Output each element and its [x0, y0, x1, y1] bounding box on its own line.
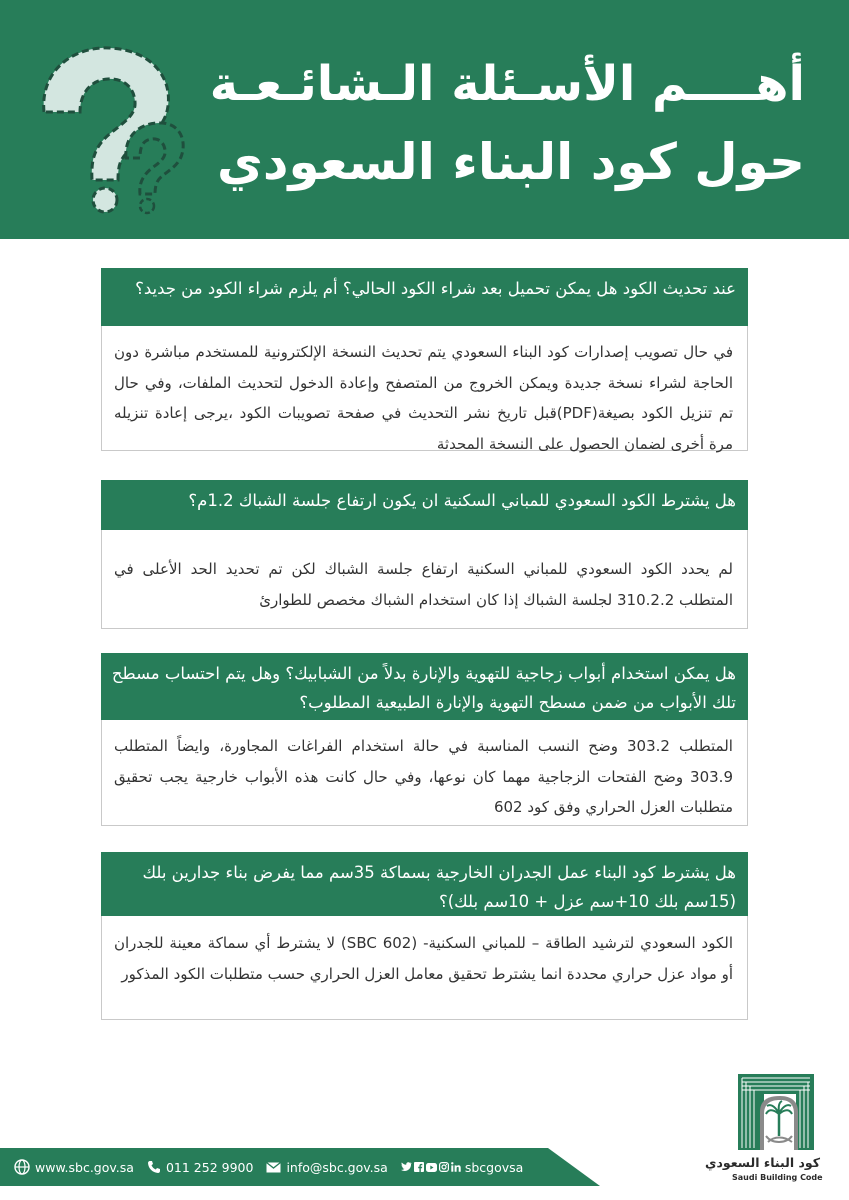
page-title-line1: أهــــم الأسـئلة الـشائـعـة: [209, 56, 805, 112]
page-title-line2: حول كود البناء السعودي: [217, 133, 805, 191]
social-handle-text[interactable]: sbcgovsa: [464, 1159, 524, 1175]
faq-question: هل يمكن استخدام أبواب زجاجية للتهوية والإنارة بدلاً من الشبابيك؟ وهل يتم احتساب مسطح تلك الأبواب من ضمن مسطح التهوية والإنارة الطبيعية المطلوب؟: [101, 653, 748, 720]
instagram-icon[interactable]: [439, 1162, 449, 1172]
faq-answer: في حال تصويب إصدارات كود البناء السعودي يتم تحديث النسخة الإلكترونية للمستخدم مباشرة دون الحاجة لشراء نسخة جديدة ويمكن الخروج من المتصفح وإعادة الدخول لتحديث الملفات، وفي حال تم تنزيل الكود بصيغة(PDF)قبل تاريخ نشر التحديث في صفحة تصويبات الكود ،يرجى إعادة تنزيله مرة أخرى لضمان الحصول على النسخة المحدثة: [101, 326, 748, 451]
logo-english-name: Saudi Building Code: [732, 1173, 823, 1182]
faq-item: [101, 268, 748, 451]
faq-question: هل يشترط الكود السعودي للمباني السكنية ان يكون ارتفاع جلسة الشباك 1.2م؟: [101, 480, 748, 530]
faq-item: [101, 852, 748, 1020]
faq-answer: المتطلب 303.2 وضح النسب المناسبة في حالة استخدام الفراغات المجاورة، وايضاً المتطلب 303.9 وضح الفتحات الزجاجية مهما كان نوعها، وفي حال كانت هذه الأبواب خارجية يجب تحقيق متطلبات العزل الحراري وفق كود 602: [101, 720, 748, 826]
sbc-logo: [705, 1072, 823, 1190]
facebook-icon[interactable]: [414, 1162, 424, 1172]
footer-contacts: [14, 1157, 536, 1177]
question-marks-icon: [22, 40, 192, 215]
email-text: info@sbc.gov.sa: [286, 1159, 388, 1175]
palm-swords-emblem-icon: [736, 1072, 816, 1152]
twitter-icon[interactable]: [401, 1162, 412, 1172]
email-link[interactable]: [266, 1160, 387, 1175]
envelope-icon: [266, 1162, 281, 1173]
globe-icon: [14, 1159, 30, 1175]
faq-question: هل يشترط كود البناء عمل الجدران الخارجية بسماكة 35سم مما يفرض بناء جدارين بلك (15سم بلك 10+سم عزل + 10سم بلك)؟: [101, 852, 748, 916]
faq-question: عند تحديث الكود هل يمكن تحميل بعد شراء الكود الحالي؟ أم يلزم شراء الكود من جديد؟: [101, 268, 748, 326]
website-text: www.sbc.gov.sa: [35, 1159, 134, 1175]
faq-answer: الكود السعودي لترشيد الطاقة – للمباني السكنية- (SBC 602) لا يشترط أي سماكة معينة للجدران أو مواد عزل حراري محددة انما يشترط تحقيق معامل العزل الحراري حسب متطلبات الكود المذكور: [101, 916, 748, 1020]
social-links: [401, 1160, 523, 1175]
faq-item: [101, 653, 748, 826]
phone-link[interactable]: [147, 1160, 253, 1175]
phone-icon: [147, 1160, 161, 1174]
phone-text: 011 252 9900: [165, 1159, 254, 1175]
faq-item: [101, 480, 748, 629]
linkedin-icon[interactable]: [451, 1162, 461, 1172]
logo-arabic-name: كود البناء السعودي: [705, 1155, 820, 1170]
website-link[interactable]: [14, 1159, 134, 1175]
header-banner: [0, 0, 849, 239]
faq-answer: لم يحدد الكود السعودي للمباني السكنية ارتفاع جلسة الشباك لكن تم تحديد الحد الأعلى في المتطلب 310.2.2 لجلسة الشباك إذا كان استخدام الشباك مخصص للطوارئ: [101, 530, 748, 629]
youtube-icon[interactable]: [426, 1163, 437, 1172]
